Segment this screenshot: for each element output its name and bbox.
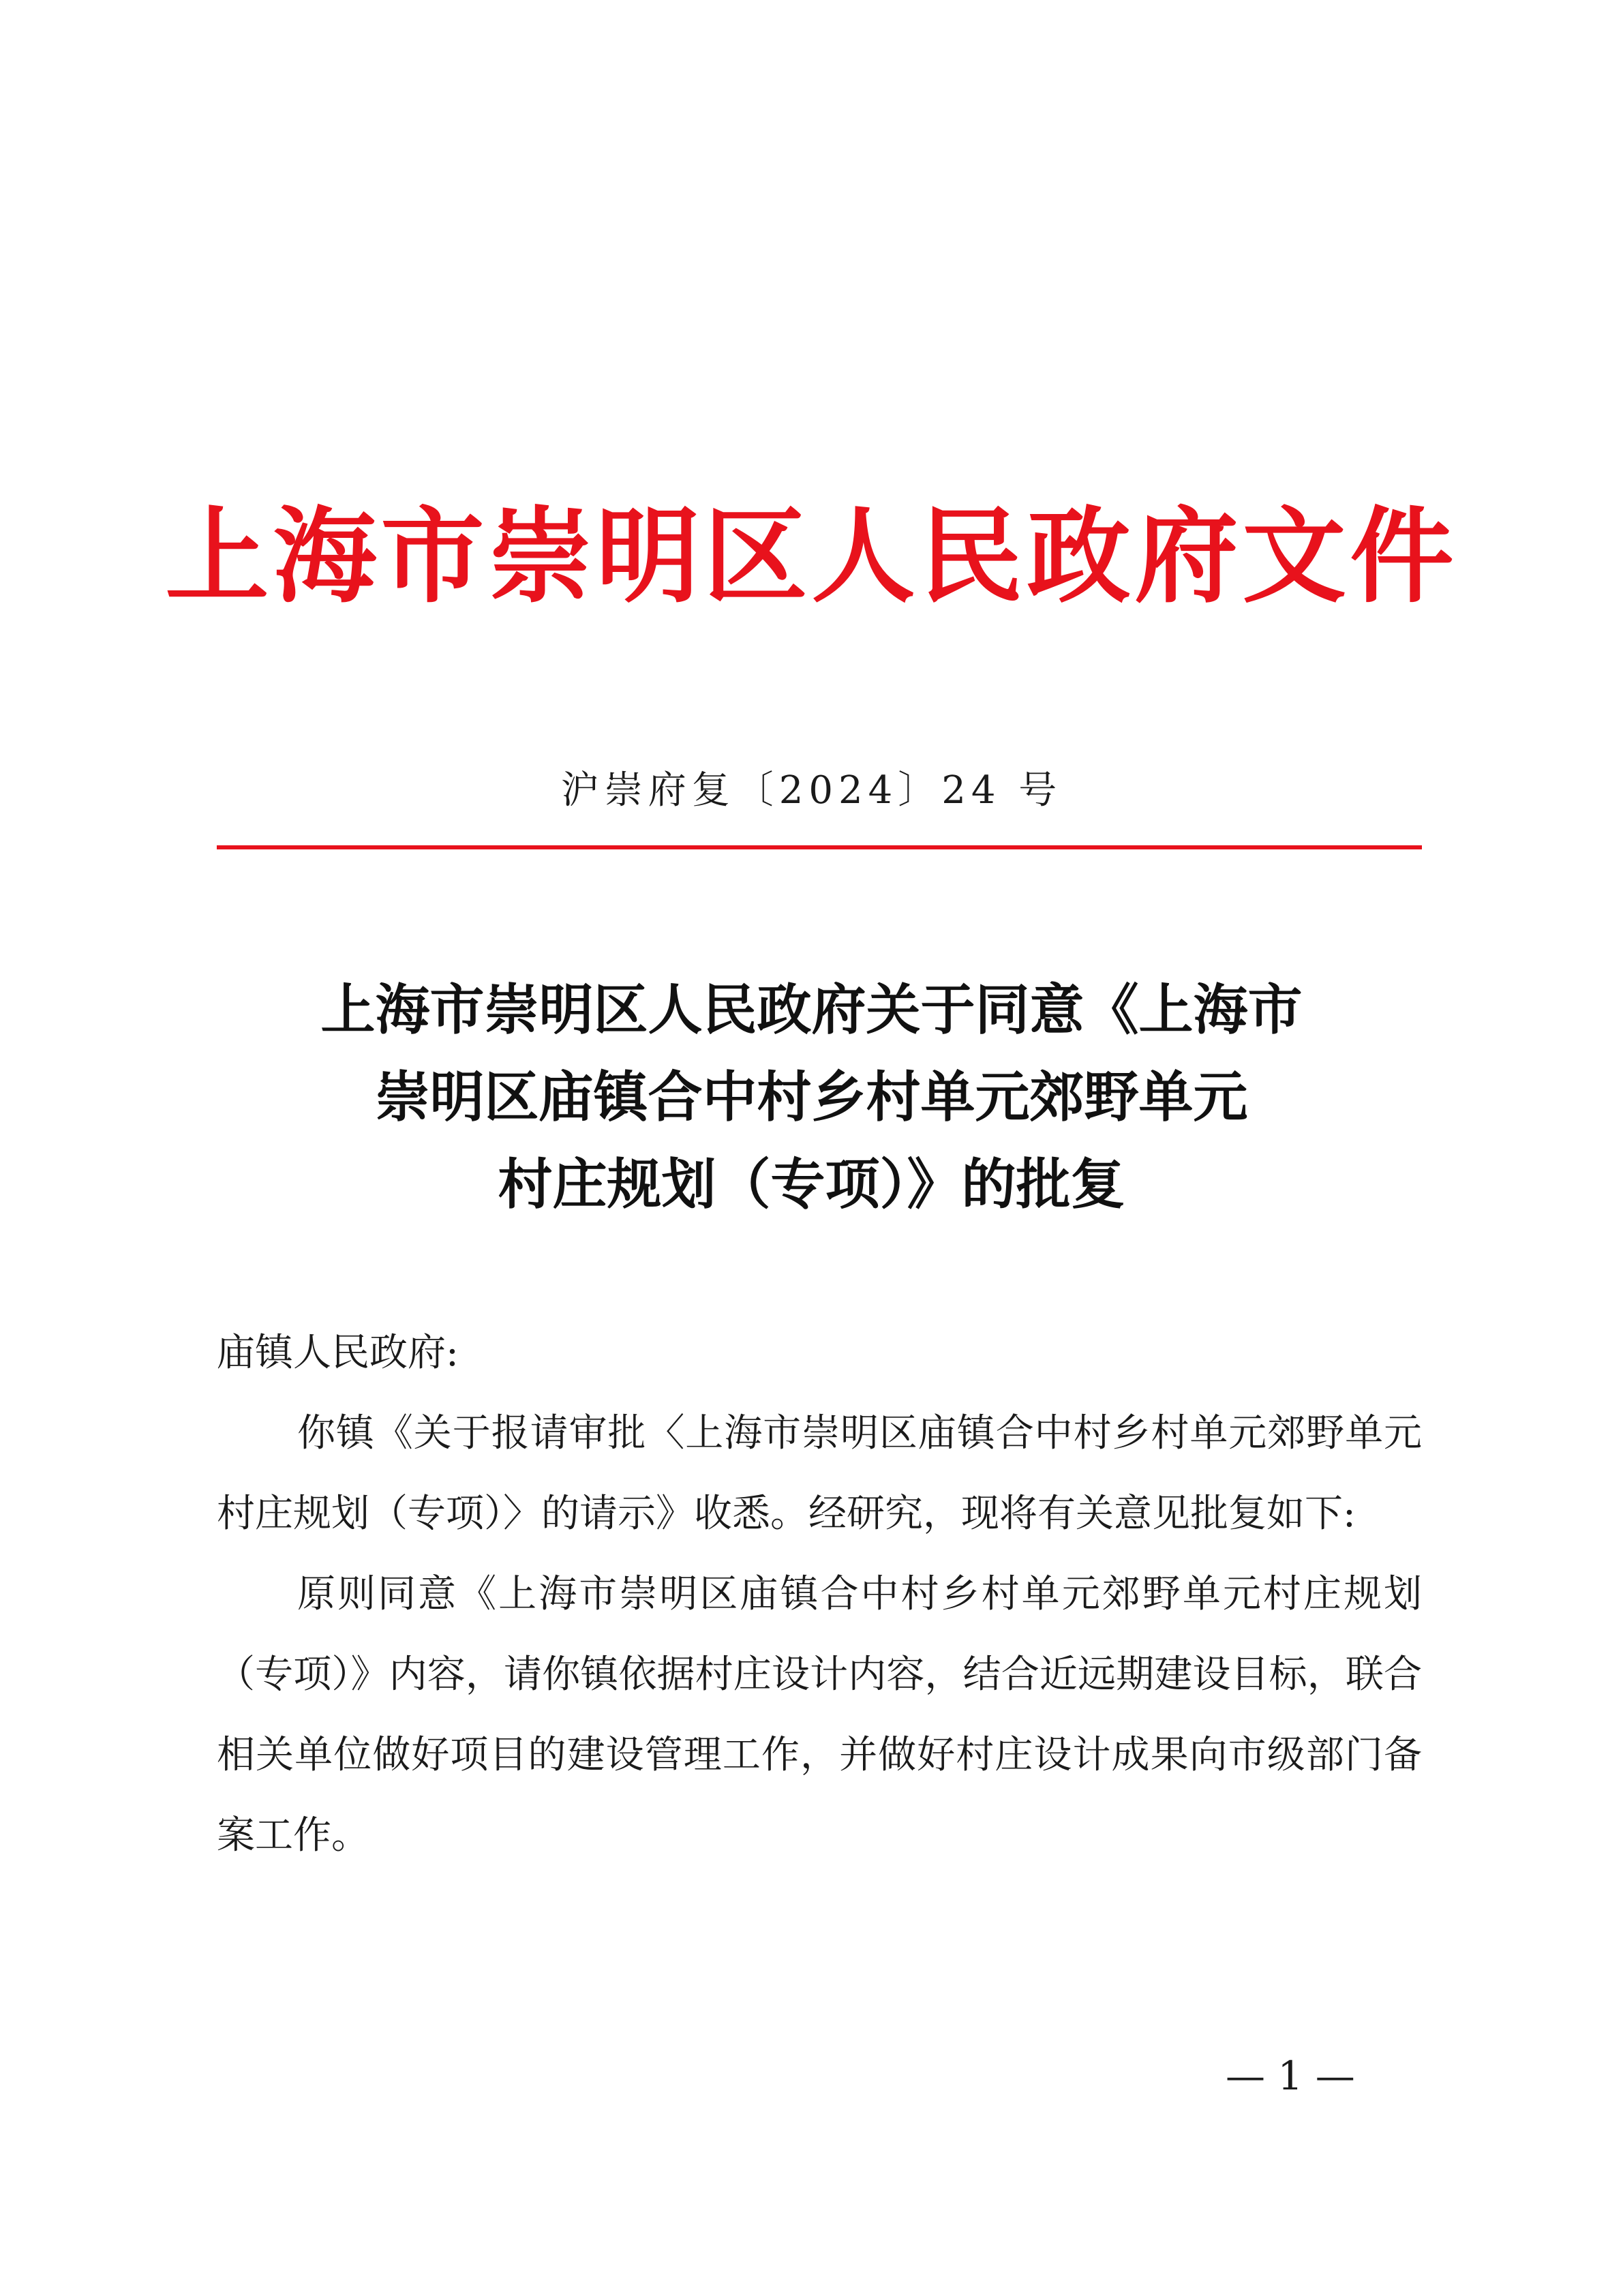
issuer-masthead: 上海市崇明区人民政府文件 <box>165 495 1458 617</box>
title-line-2: 崇明区庙镇合中村乡村单元郊野单元 <box>375 1066 1248 1129</box>
body-paragraph-1: 你镇《关于报请审批〈上海市崇明区庙镇合中村乡村单元郊野单元村庄规划（专项）〉的请示》收悉。经研究，现将有关意见批复如下: <box>217 1411 1422 1536</box>
body-paragraph-2: 原则同意《上海市崇明区庙镇合中村乡村单元郊野单元村庄规划（专项）》内容，请你镇依据村庄设计内容，结合近远期建设目标，联合相关单位做好项目的建设管理工作，并做好村庄设计成果向市级部门备案工作。 <box>217 1572 1422 1858</box>
red-separator-line <box>217 845 1422 849</box>
document-title <box>0 967 1623 1228</box>
document-number: 沪崇府复〔2024〕24 号 <box>560 768 1063 813</box>
title-line-3: 村庄规划（专项）》的批复 <box>498 1153 1125 1216</box>
title-line-1: 上海市崇明区人民政府关于同意《上海市 <box>320 978 1303 1042</box>
document-body <box>217 1313 1422 1876</box>
page-number: — 1 — <box>1226 2053 1355 2099</box>
salutation: 庙镇人民政府: <box>217 1331 459 1375</box>
